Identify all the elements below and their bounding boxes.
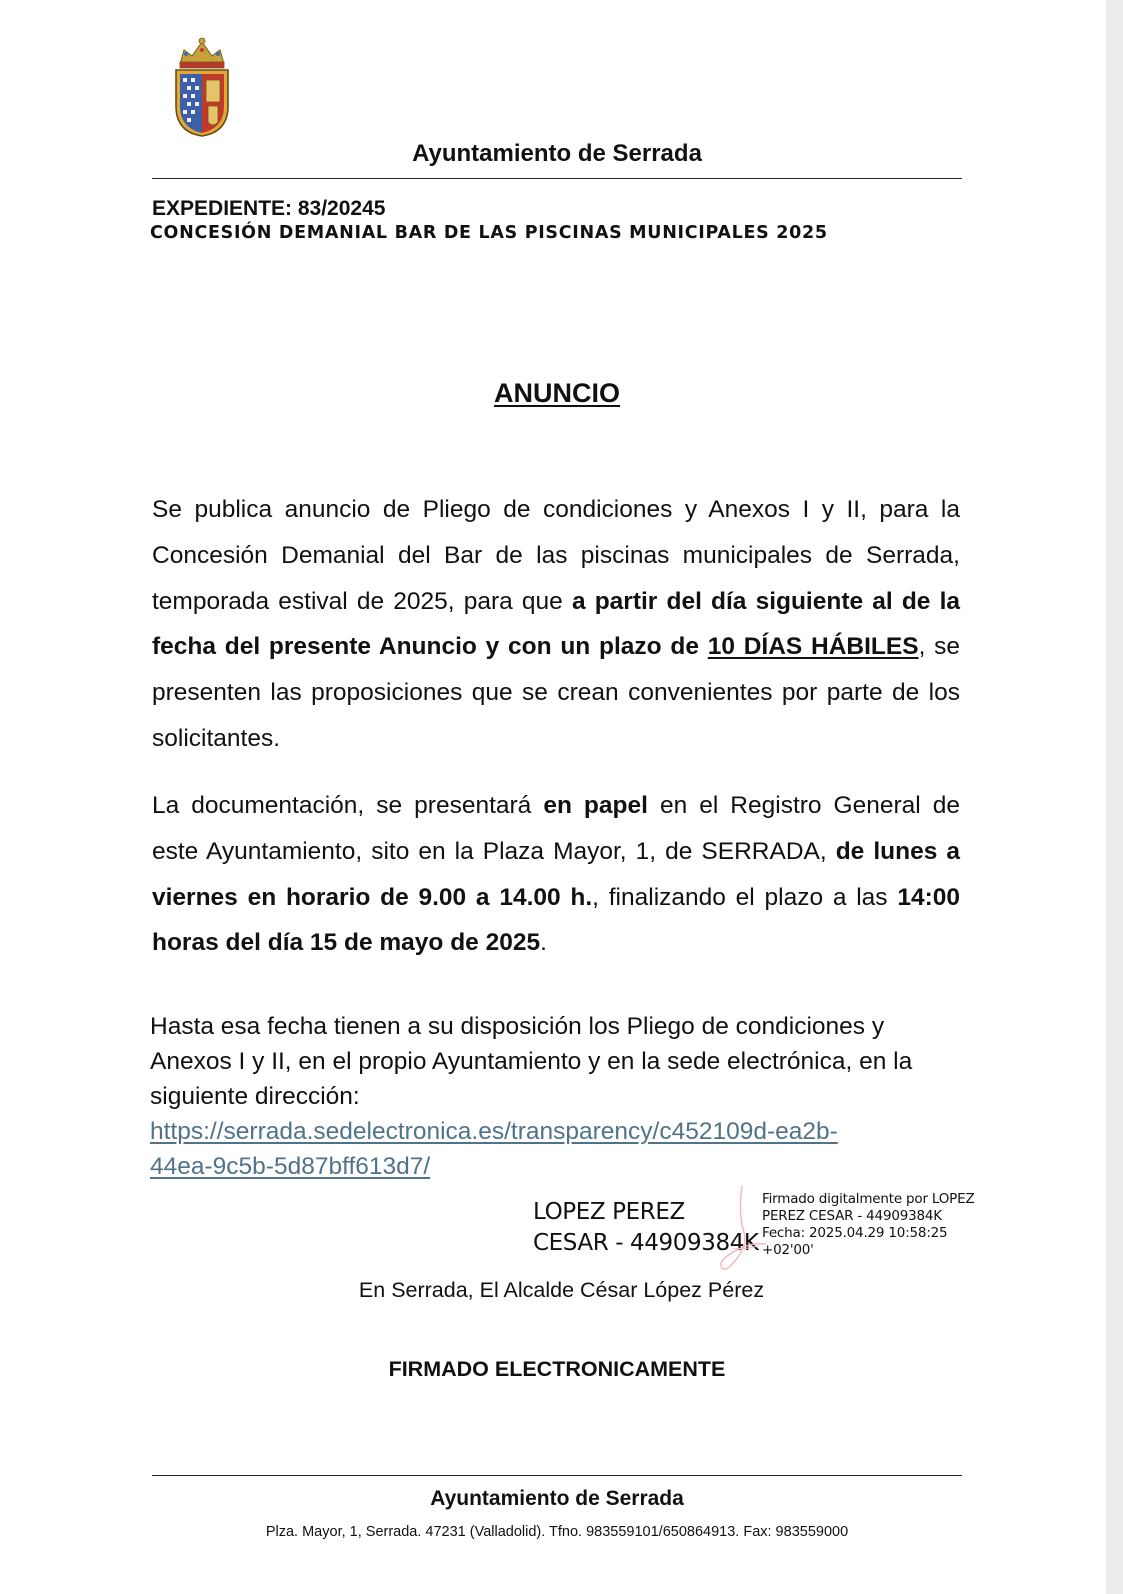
p3-text: Hasta esa fecha tienen a su disposición los Pliego de condiciones y Anexos I y II, en el propio Ayuntamiento y en la sede electrónica, en la siguiente dirección: bbox=[150, 1013, 913, 1110]
link-line-2: 44ea-9c5b-5d87bff613d7/ bbox=[150, 1153, 431, 1180]
p1-text-1: Se publica anuncio de Pliego de condiciones y Anexos I y II, para la Concesión Demanial del Bar de las piscinas municipales de Serrada, temporada estival de 2025, para que bbox=[152, 496, 960, 615]
paragraph-announcement bbox=[152, 487, 960, 762]
signer-name-line-1: LOPEZ PEREZ bbox=[533, 1199, 685, 1225]
p2-text-1: La documentación, se presentará bbox=[152, 792, 544, 819]
signature-details bbox=[762, 1191, 975, 1259]
p1-bold-1: a partir del día siguiente al de la fecha del presente Anuncio y con un plazo de bbox=[152, 587, 961, 661]
p2-bold-3: 14:00 horas del día 15 de mayo de 2025 bbox=[152, 883, 960, 957]
heading-text: ANUNCIO bbox=[494, 378, 620, 408]
p2-bold-2: de lunes a viernes en horario de 9.00 a 14.00 h. bbox=[152, 837, 960, 911]
p1-deadline: 10 DÍAS HÁBILES bbox=[707, 633, 919, 661]
footer-divider bbox=[152, 1475, 962, 1476]
subject-line: CONCESIÓN DEMANIAL BAR DE LAS PISCINAS MUNICIPALES 2025 bbox=[150, 223, 828, 243]
expediente-number: EXPEDIENTE: 83/20245 bbox=[152, 197, 386, 220]
paragraph-submission bbox=[152, 783, 960, 966]
coat-of-arms-icon bbox=[172, 36, 232, 138]
link-line-1: https://serrada.sedelectronica.es/transparency/c452109d-ea2b- bbox=[150, 1118, 838, 1145]
signature-detail-3: Fecha: 2025.04.29 10:58:25 bbox=[762, 1225, 948, 1241]
closing-line bbox=[0, 1278, 1106, 1303]
page-edge bbox=[1106, 0, 1123, 1594]
sede-electronica-link[interactable] bbox=[150, 1118, 838, 1180]
p2-text-4: . bbox=[540, 929, 547, 957]
p1-text-2: , se presenten las proposiciones que se crean convenientes por parte de los solicitantes. bbox=[152, 633, 961, 752]
closing-text: En Serrada, El Alcalde César López Pérez bbox=[358, 1278, 765, 1302]
p2-text-3: , finalizando el plazo a las bbox=[592, 883, 898, 911]
header-divider bbox=[152, 178, 962, 179]
paragraph-availability bbox=[150, 1009, 960, 1184]
p2-bold-1: en papel bbox=[543, 792, 648, 819]
p2-text-2: en el Registro General de este Ayuntamiento, sito en la Plaza Mayor, 1, de SERRADA, bbox=[152, 792, 960, 865]
footer-title: Ayuntamiento de Serrada bbox=[430, 1487, 684, 1510]
signature-detail-4: +02'00' bbox=[762, 1242, 814, 1258]
footer-address: Plza. Mayor, 1, Serrada. 47231 (Valladolid). Tfno. 983559101/650864913. Fax: 983559000 bbox=[265, 1524, 849, 1540]
signature-detail-1: Firmado digitalmente por LOPEZ bbox=[762, 1191, 975, 1207]
page-title bbox=[152, 378, 962, 409]
signer-name-line-2: CESAR - 44909384K bbox=[533, 1230, 759, 1256]
signature-detail-2: PEREZ CESAR - 44909384K bbox=[762, 1208, 942, 1224]
signed-electronically-label: FIRMADO ELECTRONICAMENTE bbox=[388, 1357, 726, 1381]
header-title: Ayuntamiento de Serrada bbox=[412, 140, 702, 167]
signature-mark-icon bbox=[708, 1184, 770, 1274]
